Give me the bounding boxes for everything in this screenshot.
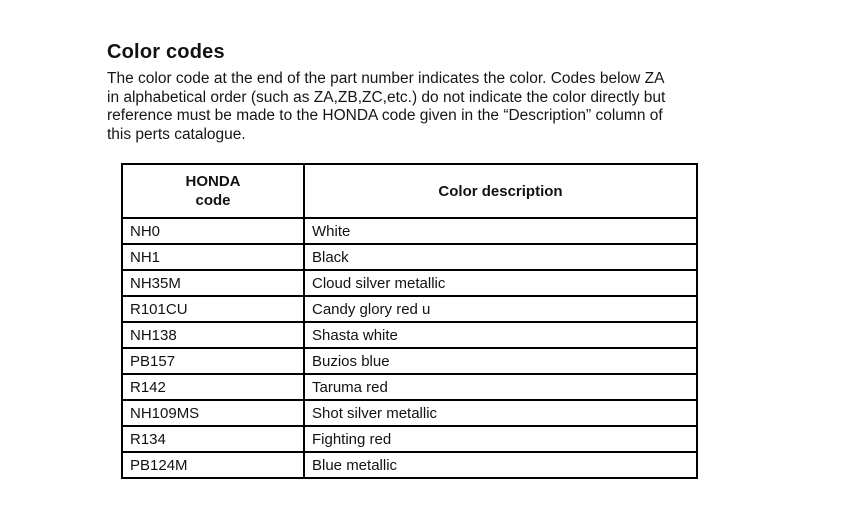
honda-code-cell: R142	[122, 374, 304, 400]
page-title: Color codes	[107, 41, 225, 64]
header-code-line: code	[195, 192, 231, 209]
paragraph-line: reference must be made to the HONDA code given in the “Description” column of	[107, 107, 663, 125]
color-description-cell: Shasta white	[304, 322, 697, 348]
table-row	[122, 218, 697, 244]
color-codes-table	[121, 163, 698, 479]
color-description-cell: Shot silver metallic	[304, 400, 697, 426]
table-row	[122, 270, 697, 296]
color-description-cell: Cloud silver metallic	[304, 270, 697, 296]
honda-code-cell: NH35M	[122, 270, 304, 296]
table-row	[122, 244, 697, 270]
table-header-color-description: Color description	[304, 164, 697, 218]
color-description-cell: Black	[304, 244, 697, 270]
color-description-cell: Taruma red	[304, 374, 697, 400]
intro-paragraph	[107, 70, 727, 144]
table-row	[122, 374, 697, 400]
table-row	[122, 322, 697, 348]
honda-code-cell: NH0	[122, 218, 304, 244]
honda-code-cell: R134	[122, 426, 304, 452]
honda-code-cell: NH109MS	[122, 400, 304, 426]
color-description-cell: Candy glory red u	[304, 296, 697, 322]
honda-code-cell: R101CU	[122, 296, 304, 322]
honda-code-cell: PB124M	[122, 452, 304, 478]
color-description-cell: Fighting red	[304, 426, 697, 452]
color-description-cell: White	[304, 218, 697, 244]
color-description-cell: Buzios blue	[304, 348, 697, 374]
color-description-cell: Blue metallic	[304, 452, 697, 478]
paragraph-line: this perts catalogue.	[107, 125, 246, 143]
table-header-honda-code	[122, 164, 304, 218]
table-row	[122, 348, 697, 374]
paragraph-line: The color code at the end of the part number indicates the color. Codes below ZA	[107, 70, 665, 87]
honda-code-cell: NH138	[122, 322, 304, 348]
table-row	[122, 452, 697, 478]
honda-code-cell: PB157	[122, 348, 304, 374]
table-row	[122, 296, 697, 322]
paragraph-line: in alphabetical order (such as ZA,ZB,ZC,etc.) do not indicate the color directly but	[107, 88, 666, 106]
header-honda-line: HONDA	[185, 173, 241, 190]
honda-code-cell: NH1	[122, 244, 304, 270]
table-row	[122, 400, 697, 426]
table-row	[122, 426, 697, 452]
table-header-row	[122, 164, 697, 218]
